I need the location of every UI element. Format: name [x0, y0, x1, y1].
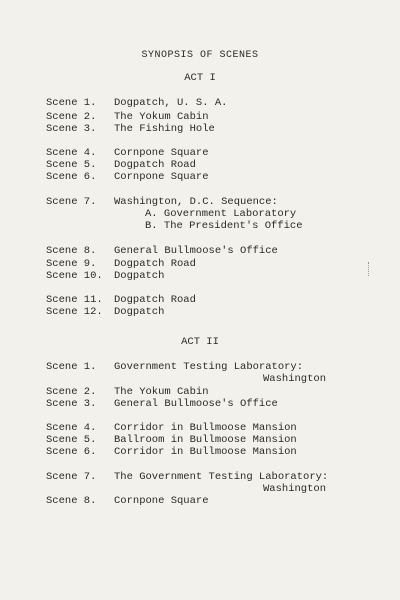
scene-desc: Dogpatch Road [114, 294, 196, 306]
scene-label: Scene 7. [46, 471, 97, 483]
scene-label: Scene 3. [46, 398, 97, 410]
scene-desc: Dogpatch Road [114, 258, 196, 270]
scene-desc: Washington, D.C. Sequence: [114, 196, 278, 208]
scene-label: Scene 6. [46, 171, 97, 183]
scene-label: Scene 2. [46, 386, 97, 398]
act2-scene-3 [46, 397, 366, 411]
scene-desc: Dogpatch [114, 306, 165, 318]
scene-desc: Government Testing Laboratory: [114, 361, 304, 373]
act2-scene-1-continuation: Washington [262, 373, 326, 385]
act2-scene-8 [46, 494, 366, 508]
sequence-item-b: B. The President's Office [145, 220, 303, 232]
scene-desc: Corridor in Bullmoose Mansion [114, 422, 297, 434]
scene-desc: The Yokum Cabin [114, 111, 209, 123]
scene-label: Scene 8. [46, 245, 97, 257]
scene-desc: Cornpone Square [114, 495, 209, 507]
page-title: SYNOPSIS OF SCENES [141, 50, 259, 61]
scene-label: Scene 11. [46, 294, 103, 306]
act2-scene-7-continuation: Washington [262, 483, 326, 495]
scene-label: Scene 2. [46, 111, 97, 123]
act1-scene-12 [46, 305, 366, 319]
act1-scene-6 [46, 170, 366, 184]
scene-label: Scene 1. [46, 361, 97, 373]
act2-scene-6 [46, 445, 366, 459]
act1-scene-8 [46, 244, 366, 258]
act1-scene-3 [46, 122, 366, 136]
act1-scene-10 [46, 269, 366, 283]
scene-label: Scene 10. [46, 270, 103, 282]
margin-mark [368, 262, 373, 276]
scene-label: Scene 12. [46, 306, 103, 318]
act-2-heading: ACT II [181, 336, 219, 348]
scene-desc: Dogpatch, U. S. A. [114, 97, 228, 109]
scene-label: Scene 3. [46, 123, 97, 135]
scene-desc: Corridor in Bullmoose Mansion [114, 446, 297, 458]
act-1-heading: ACT I [184, 72, 216, 84]
scene-label: Scene 5. [46, 434, 97, 446]
scene-label: Scene 1. [46, 97, 97, 109]
scene-label: Scene 7. [46, 196, 97, 208]
scene-label: Scene 4. [46, 422, 97, 434]
act1-scene-1 [46, 96, 366, 110]
scene-desc: Cornpone Square [114, 147, 209, 159]
scene-desc: The Yokum Cabin [114, 386, 209, 398]
scene-desc: Cornpone Square [114, 171, 209, 183]
scene-desc: Dogpatch [114, 270, 165, 282]
scene-desc: Dogpatch Road [114, 159, 196, 171]
scene-label: Scene 9. [46, 258, 97, 270]
scene-desc: The Fishing Hole [114, 123, 215, 135]
scene-label: Scene 6. [46, 446, 97, 458]
sequence-item-a: A. Government Laboratory [145, 208, 297, 220]
scene-label: Scene 5. [46, 159, 97, 171]
scene-label: Scene 8. [46, 495, 97, 507]
scene-desc: General Bullmoose's Office [114, 245, 278, 257]
scene-label: Scene 4. [46, 147, 97, 159]
scene-desc: General Bullmoose's Office [114, 398, 278, 410]
scene-desc: Ballroom in Bullmoose Mansion [114, 434, 297, 446]
scene-desc: The Government Testing Laboratory: [114, 471, 329, 483]
